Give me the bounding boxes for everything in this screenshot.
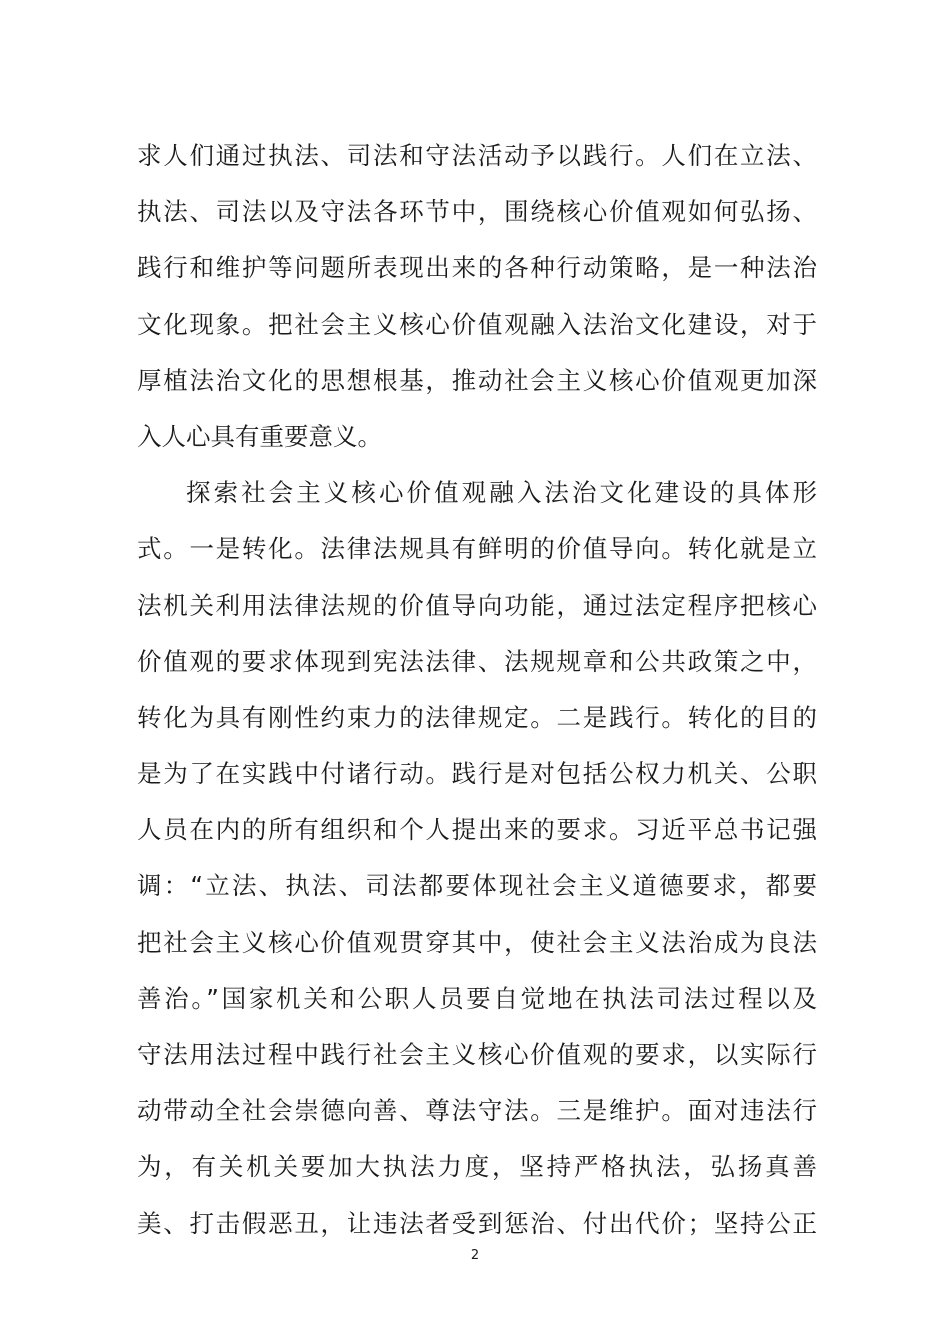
text-line: 执法、司法以及守法各环节中，围绕核心价值观如何弘扬、	[137, 197, 817, 227]
page-number: 2	[470, 1248, 480, 1263]
text-line: 入人心具有重要意义。	[137, 421, 382, 451]
text-line: 人员在内的所有组织和个人提出来的要求。习近平总书记强	[137, 815, 817, 845]
text-line: 转化为具有刚性约束力的法律规定。二是践行。转化的目的	[137, 702, 817, 732]
text-line: 调：“立法、执法、司法都要体现社会主义道德要求，都要	[137, 871, 817, 901]
text-line: 美、打击假恶丑，让违法者受到惩治、付出代价；坚持公正	[137, 1208, 817, 1238]
text-line: 厚植法治文化的思想根基，推动社会主义核心价值观更加深	[137, 365, 817, 395]
text-line: 式。一是转化。法律法规具有鲜明的价值导向。转化就是立	[137, 534, 817, 564]
text-line: 是为了在实践中付诸行动。践行是对包括公权力机关、公职	[137, 759, 817, 789]
text-line: 求人们通过执法、司法和守法活动予以践行。人们在立法、	[137, 141, 817, 170]
text-line: 动带动全社会崇德向善、尊法守法。三是维护。面对违法行	[137, 1096, 817, 1126]
text-line: 践行和维护等问题所表现出来的各种行动策略，是一种法治	[137, 253, 817, 283]
text-line: 为，有关机关要加大执法力度，坚持严格执法，弘扬真善	[137, 1152, 817, 1182]
text-line: 法机关利用法律法规的价值导向功能，通过法定程序把核心	[137, 590, 817, 620]
text-line: 守法用法过程中践行社会主义核心价值观的要求，以实际行	[137, 1040, 817, 1069]
paragraph-first-line: 探索社会主义核心价值观融入法治文化建设的具体形	[186, 478, 817, 508]
text-line: 善治。”国家机关和公职人员要自觉地在执法司法过程以及	[137, 983, 817, 1013]
text-line: 把社会主义核心价值观贯穿其中，使社会主义法治成为良法	[137, 927, 817, 957]
text-line: 价值观的要求体现到宪法法律、法规规章和公共政策之中，	[137, 646, 817, 676]
text-line: 文化现象。把社会主义核心价值观融入法治文化建设，对于	[137, 309, 817, 339]
document-body	[137, 128, 817, 1252]
